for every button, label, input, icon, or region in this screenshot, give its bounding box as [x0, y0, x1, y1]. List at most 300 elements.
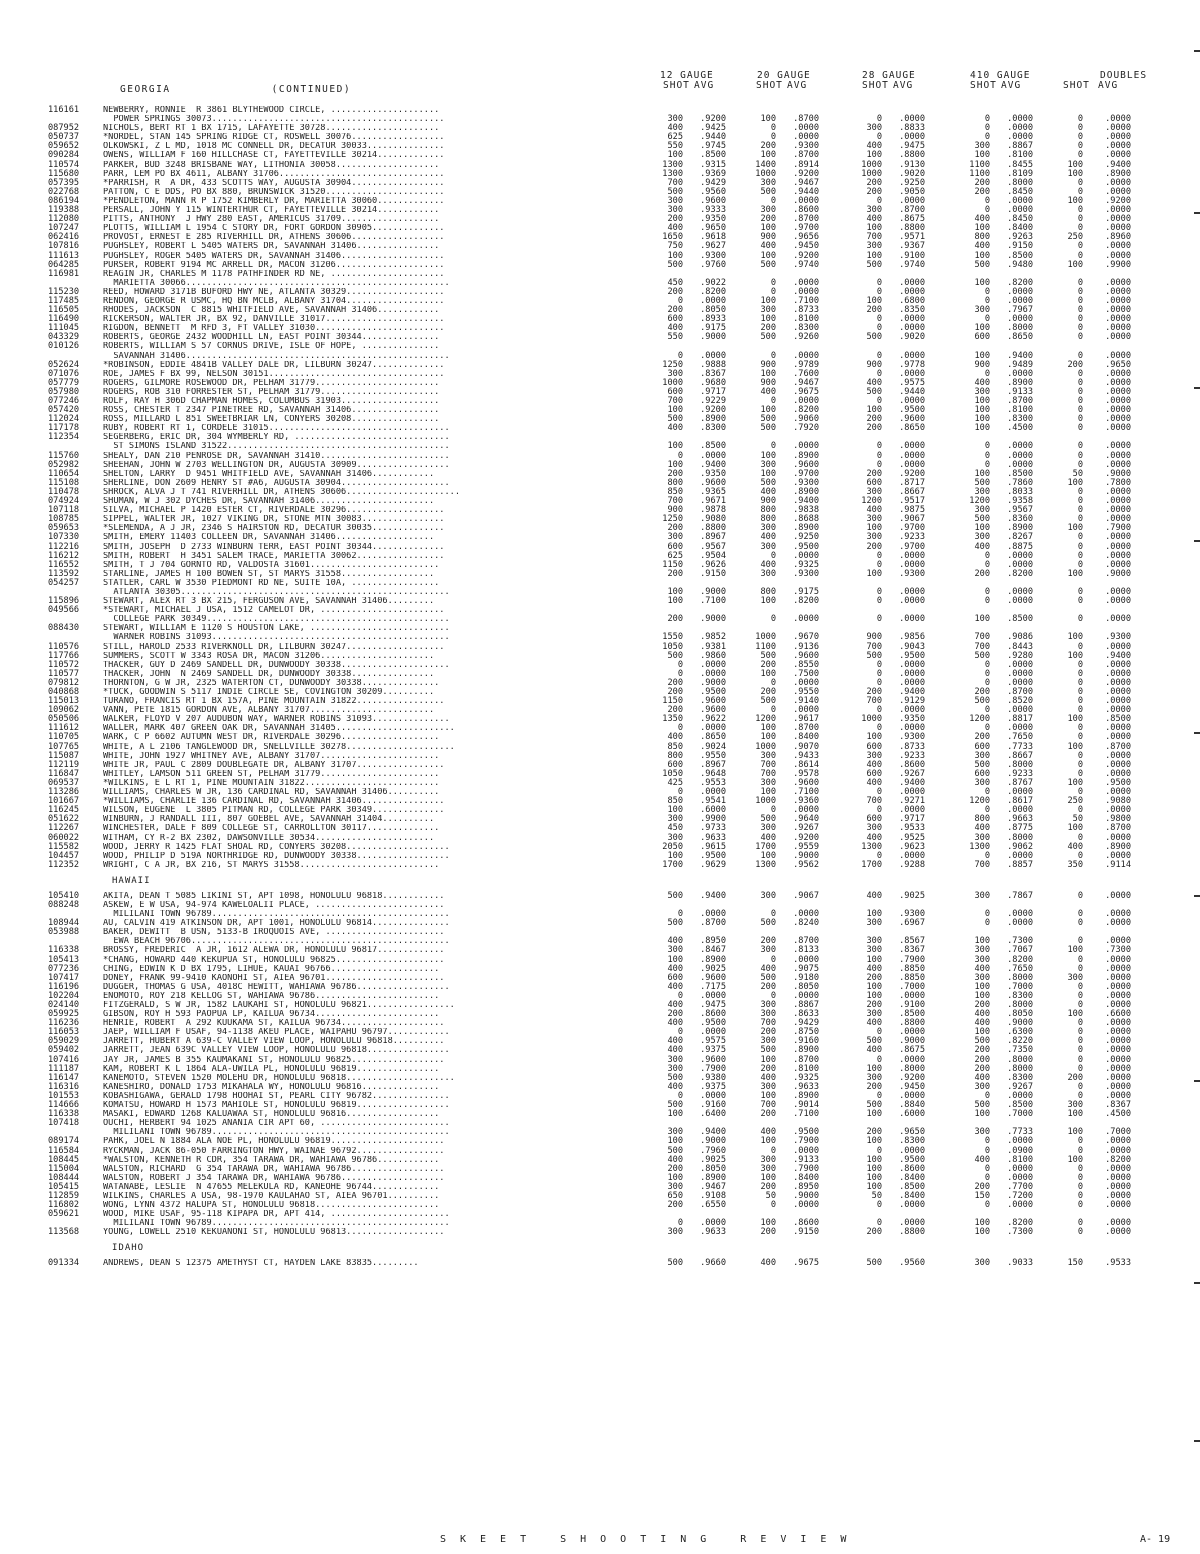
shot-20: 400	[760, 241, 776, 252]
avg-410: .8667	[1007, 750, 1033, 761]
member-id: 116981	[48, 268, 80, 279]
shot-20: 200	[760, 141, 776, 152]
shot-12: 550	[667, 332, 683, 343]
shooter-name-address: REED, HOWARD 3171B BUFORD HWY NE, ATLANTA 30329...................	[103, 287, 445, 297]
shot-doubles: 100	[1067, 568, 1083, 579]
avg-28: .8000	[899, 1063, 925, 1074]
shooter-name-address: ASKEW, E W USA, 94-974 KAWELOALII PLACE, .........................	[103, 900, 445, 910]
shooter-name-address: COLLEGE PARK 30349...............................................	[103, 615, 450, 625]
shooter-name-address: STARLINE, JAMES H 100 BOWEN ST, ST MARYS 31558..................	[103, 569, 435, 579]
member-id: 060022	[48, 832, 80, 843]
shooter-name-address: DUGGER, THOMAS G USA, 4018C HEWITT, WAHIAWA 96786..................	[103, 982, 450, 992]
shooter-name-address: WARK, C P 6602 AUTUMN WEST DR, RIVERDALE 30296...................	[103, 733, 440, 743]
avg-410: .8000	[1007, 1054, 1033, 1065]
shot-12: 100	[667, 805, 683, 816]
member-id: 107417	[48, 972, 80, 983]
gauge-12-label: 12 GAUGE	[660, 70, 714, 81]
avg-410: .0000	[1007, 1136, 1033, 1147]
shot-doubles: 0	[1077, 832, 1083, 843]
shot-28: 0	[876, 1027, 882, 1038]
shot-28: 0	[876, 286, 882, 297]
avg-12: .9541	[700, 796, 726, 807]
shot-410: 300	[974, 141, 990, 152]
shot-20: 100	[760, 223, 776, 234]
shot-28: 200	[866, 1000, 882, 1010]
avg-12: .9860	[700, 650, 726, 661]
avg-20: .8240	[793, 918, 819, 929]
shot-doubles: 100	[1067, 195, 1083, 206]
avg-20: .8100	[793, 314, 819, 325]
member-id: 059402	[48, 1045, 80, 1056]
avg-410: .8455	[1007, 159, 1033, 170]
shot-doubles: 0	[1077, 1218, 1083, 1229]
shot-12: 600	[667, 386, 683, 397]
shooter-name-address: FITZGERALD, S W JR, 1582 LAUKAHI ST, HONOLULU 96821.................	[103, 1001, 455, 1010]
shooter-name-address: SHEALY, DAN 210 PENROSE DR, SAVANNAH 31410.........................	[103, 451, 450, 461]
avg-12: .9878	[700, 505, 726, 516]
shot-410: 100	[974, 1027, 990, 1038]
shot-20: 200	[760, 1027, 776, 1038]
shot-28: 300	[866, 750, 882, 761]
shot-20: 500	[760, 696, 776, 707]
avg-410: .8000	[1007, 972, 1033, 983]
avg-410: .8200	[1007, 1218, 1033, 1229]
shot-12: 300	[667, 1127, 683, 1138]
shot-doubles: 100	[1067, 259, 1083, 270]
avg-410: .7733	[1007, 741, 1033, 752]
member-id: 112216	[48, 541, 80, 552]
shot-doubles: 100	[1067, 523, 1083, 534]
shot-12: 100	[667, 1172, 683, 1183]
avg-28: .9450	[899, 1081, 925, 1092]
shot-doubles: 100	[1067, 632, 1083, 643]
avg-doubles: .0000	[1105, 850, 1131, 861]
member-id: 089174	[48, 1136, 80, 1147]
avg-12: .9440	[700, 132, 726, 143]
shot-20: 0	[770, 614, 776, 625]
shooter-name-address: AKITA, DEAN T 5085 LIKINI ST, APT 1098, HONOLULU 96818............	[103, 891, 445, 901]
avg-28: .0000	[899, 114, 925, 125]
shot-410: 400	[974, 541, 990, 552]
avg-doubles: .0000	[1105, 250, 1131, 261]
shot-12: 100	[667, 596, 683, 607]
shot-410: 100	[974, 1227, 990, 1238]
shot-20: 500	[760, 423, 776, 434]
avg-28: .8850	[899, 963, 925, 974]
avg-12: .8800	[700, 523, 726, 534]
avg-doubles: .0000	[1105, 1172, 1131, 1183]
avg-doubles: .7900	[1105, 523, 1131, 534]
shooter-name-address: *ROBINSON, EDDIE 4841B VALLEY DALE DR, LILBURN 30247..............	[103, 360, 445, 370]
shot-20: 300	[760, 945, 776, 956]
shot-410: 300	[974, 305, 990, 316]
member-id: 116802	[48, 1200, 80, 1211]
shooter-name-address: THACKER, JOHN N 2469 SANDELL DR, DUNWOODY 30338................	[103, 669, 435, 679]
shot-20: 1700	[755, 841, 776, 852]
shot-20: 100	[760, 723, 776, 734]
avg-12: .0000	[700, 450, 726, 461]
shot-20: 400	[760, 559, 776, 570]
avg-28: .9740	[899, 259, 925, 270]
shot-28: 0	[876, 323, 882, 334]
avg-28: .9875	[899, 505, 925, 516]
avg-doubles: .0000	[1105, 1163, 1131, 1174]
shot-12: 900	[667, 505, 683, 516]
member-id: 111612	[48, 723, 80, 734]
avg-410: .9489	[1007, 359, 1033, 370]
avg-28: .0000	[899, 459, 925, 470]
shot-doubles: 0	[1077, 350, 1083, 361]
shot-28: 0	[876, 1218, 882, 1229]
shot-12: 300	[667, 1063, 683, 1074]
avg-doubles: .0000	[1105, 541, 1131, 552]
shot-20: 400	[760, 963, 776, 974]
avg-28: .9288	[899, 859, 925, 870]
avg-410: .7967	[1007, 305, 1033, 316]
shooter-name-address: MARIETTA 30066...................................................	[103, 278, 450, 288]
shot-20: 0	[770, 550, 776, 561]
member-id: 062416	[48, 232, 80, 243]
avg-28: .8667	[899, 486, 925, 497]
member-id: 112119	[48, 759, 80, 770]
avg-12: .8300	[700, 423, 726, 434]
shot-12: 300	[667, 1181, 683, 1192]
shot-28: 0	[876, 1054, 882, 1065]
shot-12: 200	[667, 286, 683, 297]
avg-doubles: .0000	[1105, 918, 1131, 929]
shot-410: 1100	[969, 168, 990, 179]
shot-410: 100	[974, 614, 990, 625]
member-id: 071076	[48, 368, 80, 379]
avg-410: .0000	[1007, 123, 1033, 134]
member-id: 108444	[48, 1172, 80, 1183]
avg-20: .9640	[793, 814, 819, 825]
avg-28: .9100	[899, 1000, 925, 1010]
avg-28: .7900	[899, 954, 925, 965]
avg-28: .9200	[899, 1072, 925, 1083]
shot-410: 0	[984, 1090, 990, 1101]
avg-20: .7900	[793, 1136, 819, 1147]
shot-28: 500	[866, 386, 882, 397]
avg-doubles: .0000	[1105, 614, 1131, 625]
shot-12: 200	[667, 705, 683, 716]
avg-28: .9500	[899, 405, 925, 416]
shooter-name-address: RENDON, GEORGE R USMC, HQ BN MCLB, ALBANY 31704...................	[103, 296, 445, 306]
shot-12: 600	[667, 541, 683, 552]
avg-410: .9000	[1007, 1018, 1033, 1029]
shot-12: 0	[677, 450, 683, 461]
member-id: 115582	[48, 841, 80, 852]
shot-28: 200	[866, 541, 882, 552]
shooter-name-address: DONEY, FRANK 99-9410 KAONOHI ST, AIEA 96701.......................	[103, 973, 445, 983]
member-id: 059029	[48, 1036, 80, 1047]
avg-20: .0000	[793, 123, 819, 134]
shot-410: 0	[984, 132, 990, 143]
avg-20: .9300	[793, 141, 819, 152]
member-id: 108944	[48, 918, 80, 929]
avg-20: .8614	[793, 759, 819, 770]
shooter-name-address: KANEMOTO, STEVEN 1520 MOLEHU DR, HONOLULU 96818.....................	[103, 1073, 455, 1083]
shot-doubles: 0	[1077, 981, 1083, 992]
shooter-list	[0, 106, 1200, 1269]
shot-doubles: 0	[1077, 423, 1083, 434]
avg-12: .8700	[700, 918, 726, 929]
shot-410: 100	[974, 936, 990, 947]
member-id: 116847	[48, 768, 80, 779]
avg-28: .0000	[899, 1054, 925, 1065]
member-id: 115087	[48, 750, 80, 761]
avg-doubles: .9200	[1105, 195, 1131, 206]
avg-410: .9150	[1007, 241, 1033, 252]
shot-doubles: 0	[1077, 405, 1083, 416]
shot-12: 300	[667, 114, 683, 125]
shot-12: 1300	[662, 168, 683, 179]
avg-28: .9271	[899, 796, 925, 807]
member-id: 113286	[48, 787, 80, 798]
avg-28: .8350	[899, 305, 925, 316]
avg-410: .9263	[1007, 232, 1033, 243]
shot-20: 500	[760, 186, 776, 197]
shot-doubles: 0	[1077, 386, 1083, 397]
avg-doubles: .0000	[1105, 350, 1131, 361]
shot-28: 0	[876, 368, 882, 379]
shot-20: 500	[760, 1045, 776, 1056]
shot-doubles: 0	[1077, 586, 1083, 597]
shot-doubles: 0	[1077, 705, 1083, 716]
shot-20: 300	[760, 177, 776, 188]
shot-doubles: 0	[1077, 214, 1083, 225]
shot-20: 400	[760, 486, 776, 497]
avg-410: .7300	[1007, 936, 1033, 947]
shot-12: 800	[667, 477, 683, 488]
shot-410: 1200	[969, 714, 990, 725]
avg-doubles: .0000	[1105, 723, 1131, 734]
shooter-row	[0, 1201, 1200, 1210]
shot-28: 0	[876, 350, 882, 361]
avg-28: .8717	[899, 477, 925, 488]
shot-410: 200	[974, 732, 990, 743]
avg-20: .9500	[793, 1127, 819, 1138]
shot-20: 400	[760, 1258, 776, 1269]
shot-12: 200	[667, 305, 683, 316]
shot-12: 1650	[662, 232, 683, 243]
shot-20: 900	[760, 232, 776, 243]
avg-12: .9733	[700, 823, 726, 834]
avg-28: .0000	[899, 668, 925, 679]
shot-12: 800	[667, 750, 683, 761]
shot-28: 0	[876, 1200, 882, 1211]
shot-410: 400	[974, 1009, 990, 1020]
shot-12: 200	[667, 614, 683, 625]
shooter-name-address: AU, CALVIN 419 ATKINSON DR, APT 1001, HONOLULU 96814...............	[103, 919, 450, 929]
shot-doubles: 0	[1077, 1081, 1083, 1092]
shot-20: 300	[760, 1081, 776, 1092]
avg-410: .9567	[1007, 505, 1033, 516]
avg-20: .8200	[793, 405, 819, 416]
member-id: 115013	[48, 696, 80, 707]
shot-410: 200	[974, 186, 990, 197]
shot-28: 0	[876, 659, 882, 670]
shooter-name-address: PURSER, ROBERT 9194 MC ARRELL DR, MACON 31206.....................	[103, 260, 445, 270]
avg-12: .8650	[700, 732, 726, 743]
avg-28: .9300	[899, 732, 925, 743]
avg-410: .9033	[1007, 1258, 1033, 1269]
shot-doubles: 0	[1077, 1190, 1083, 1201]
avg-12: .9900	[700, 814, 726, 825]
shot-doubles: 400	[1067, 841, 1083, 852]
avg-410: .7650	[1007, 963, 1033, 974]
avg-12: .9626	[700, 559, 726, 570]
shot-12: 650	[667, 1190, 683, 1201]
avg-doubles: .0000	[1105, 1045, 1131, 1056]
avg-28: .8600	[899, 759, 925, 770]
shot-doubles: 0	[1077, 732, 1083, 743]
shooter-name-address: NICHOLS, BERT RT 1 BX 1715, LAFAYETTE 30728......................	[103, 124, 440, 134]
member-id: 116245	[48, 805, 80, 816]
shot-410: 300	[974, 1258, 990, 1269]
member-id: 116338	[48, 945, 80, 956]
avg-12: .8367	[700, 368, 726, 379]
avg-28: .8675	[899, 214, 925, 225]
shot-28: 600	[866, 741, 882, 752]
avg-28: .0000	[899, 787, 925, 798]
avg-12: .9627	[700, 241, 726, 252]
state-name: IDAHO	[112, 1243, 145, 1254]
shooter-row	[0, 424, 1200, 433]
avg-doubles: .0000	[1105, 1227, 1131, 1238]
shooter-name-address: ROE, JAMES F BX 99, NELSON 30151..................................	[103, 369, 445, 379]
shot-doubles: 0	[1077, 1172, 1083, 1183]
shot-410: 400	[974, 377, 990, 388]
avg-410: .0000	[1007, 368, 1033, 379]
shot-410: 0	[984, 787, 990, 798]
shot-20: 200	[760, 936, 776, 947]
member-id: 110576	[48, 641, 80, 652]
member-id: 112080	[48, 214, 80, 225]
shot-28: 0	[876, 677, 882, 688]
shot-20: 0	[770, 990, 776, 1001]
member-id: 111045	[48, 323, 80, 334]
avg-doubles: .0000	[1105, 377, 1131, 388]
member-id: 115108	[48, 477, 80, 488]
member-id: 107118	[48, 505, 80, 516]
shot-doubles: 0	[1077, 1227, 1083, 1238]
shot-20: 1300	[755, 859, 776, 870]
shooter-name-address: SMITH, T J 704 GORNTO RD, VALDOSTA 31601.........................	[103, 560, 440, 570]
shot-doubles: 0	[1077, 323, 1083, 334]
avg-doubles: .0000	[1105, 768, 1131, 779]
shot-28: 0	[876, 459, 882, 470]
avg-410: .9267	[1007, 1081, 1033, 1092]
avg-20: .9133	[793, 1154, 819, 1165]
shot-20: 0	[770, 286, 776, 297]
shot-doubles: 0	[1077, 909, 1083, 920]
shot-doubles: 0	[1077, 1063, 1083, 1074]
avg-doubles: .0000	[1105, 332, 1131, 343]
avg-410: .8875	[1007, 541, 1033, 552]
shot-28: 200	[866, 1127, 882, 1138]
avg-28: .9717	[899, 814, 925, 825]
shot-20: 0	[770, 132, 776, 143]
avg-12: .9660	[700, 1258, 726, 1269]
shot-410: 1300	[969, 841, 990, 852]
avg-410: .8700	[1007, 396, 1033, 406]
shot-20: 100	[760, 150, 776, 161]
avg-12: .9622	[700, 714, 726, 725]
member-id: 112352	[48, 859, 80, 870]
avg-12: .9745	[700, 141, 726, 152]
shot-20: 500	[760, 814, 776, 825]
member-id: 102204	[48, 990, 80, 1001]
shot-28: 100	[866, 981, 882, 992]
avg-doubles: .6600	[1105, 1009, 1131, 1020]
avg-12: .9500	[700, 850, 726, 861]
avg-doubles: .0000	[1105, 954, 1131, 965]
avg-410: .8000	[1007, 1063, 1033, 1074]
shot-410: 150	[974, 1190, 990, 1201]
avg-doubles: .0000	[1105, 295, 1131, 306]
member-id: 059925	[48, 1009, 80, 1020]
avg-12: .9500	[700, 1018, 726, 1029]
avg-column-label: AVG	[787, 80, 808, 91]
avg-12: .9300	[700, 250, 726, 261]
avg-12: .9504	[700, 550, 726, 561]
member-id: 115896	[48, 596, 80, 607]
avg-20: .0000	[793, 990, 819, 1001]
avg-12: .9600	[700, 696, 726, 707]
shot-20: 900	[760, 377, 776, 388]
shot-20: 800	[760, 505, 776, 516]
avg-28: .9856	[899, 632, 925, 643]
shot-12: 600	[667, 759, 683, 770]
shot-doubles: 100	[1067, 714, 1083, 725]
avg-410: .0000	[1007, 909, 1033, 920]
avg-28: .8800	[899, 1227, 925, 1238]
avg-12: .9381	[700, 641, 726, 652]
shot-410: 100	[974, 277, 990, 288]
avg-doubles: .0000	[1105, 641, 1131, 652]
shot-410: 500	[974, 650, 990, 661]
avg-28: .9250	[899, 177, 925, 188]
shooter-name-address: ROBERTS, GEORGE 2432 WOODHILL LN, EAST POINT 30344...............	[103, 333, 440, 343]
shooter-row	[0, 570, 1200, 579]
shot-28: 500	[866, 332, 882, 343]
shooter-name-address: MILILANI TOWN 96789..............................................	[103, 1128, 450, 1138]
avg-12: .9560	[700, 186, 726, 197]
shot-20: 300	[760, 568, 776, 579]
shot-doubles: 100	[1067, 741, 1083, 752]
shot-410: 300	[974, 954, 990, 965]
avg-28: .9778	[899, 359, 925, 370]
shot-20: 200	[760, 659, 776, 670]
shot-20: 200	[760, 981, 776, 992]
shot-410: 500	[974, 259, 990, 270]
avg-doubles: .0000	[1105, 586, 1131, 597]
shot-doubles: 200	[1067, 1072, 1083, 1083]
shot-410: 0	[984, 586, 990, 597]
avg-12: .0000	[700, 668, 726, 679]
avg-20: .9433	[793, 750, 819, 761]
shot-doubles: 0	[1077, 277, 1083, 288]
avg-20: .8900	[793, 486, 819, 497]
member-id: 024140	[48, 1000, 80, 1010]
avg-20: .9160	[793, 1036, 819, 1047]
avg-410: .0000	[1007, 286, 1033, 297]
shot-12: 100	[667, 850, 683, 861]
shot-410: 700	[974, 859, 990, 870]
avg-20: .9175	[793, 586, 819, 597]
shot-doubles: 200	[1067, 359, 1083, 370]
